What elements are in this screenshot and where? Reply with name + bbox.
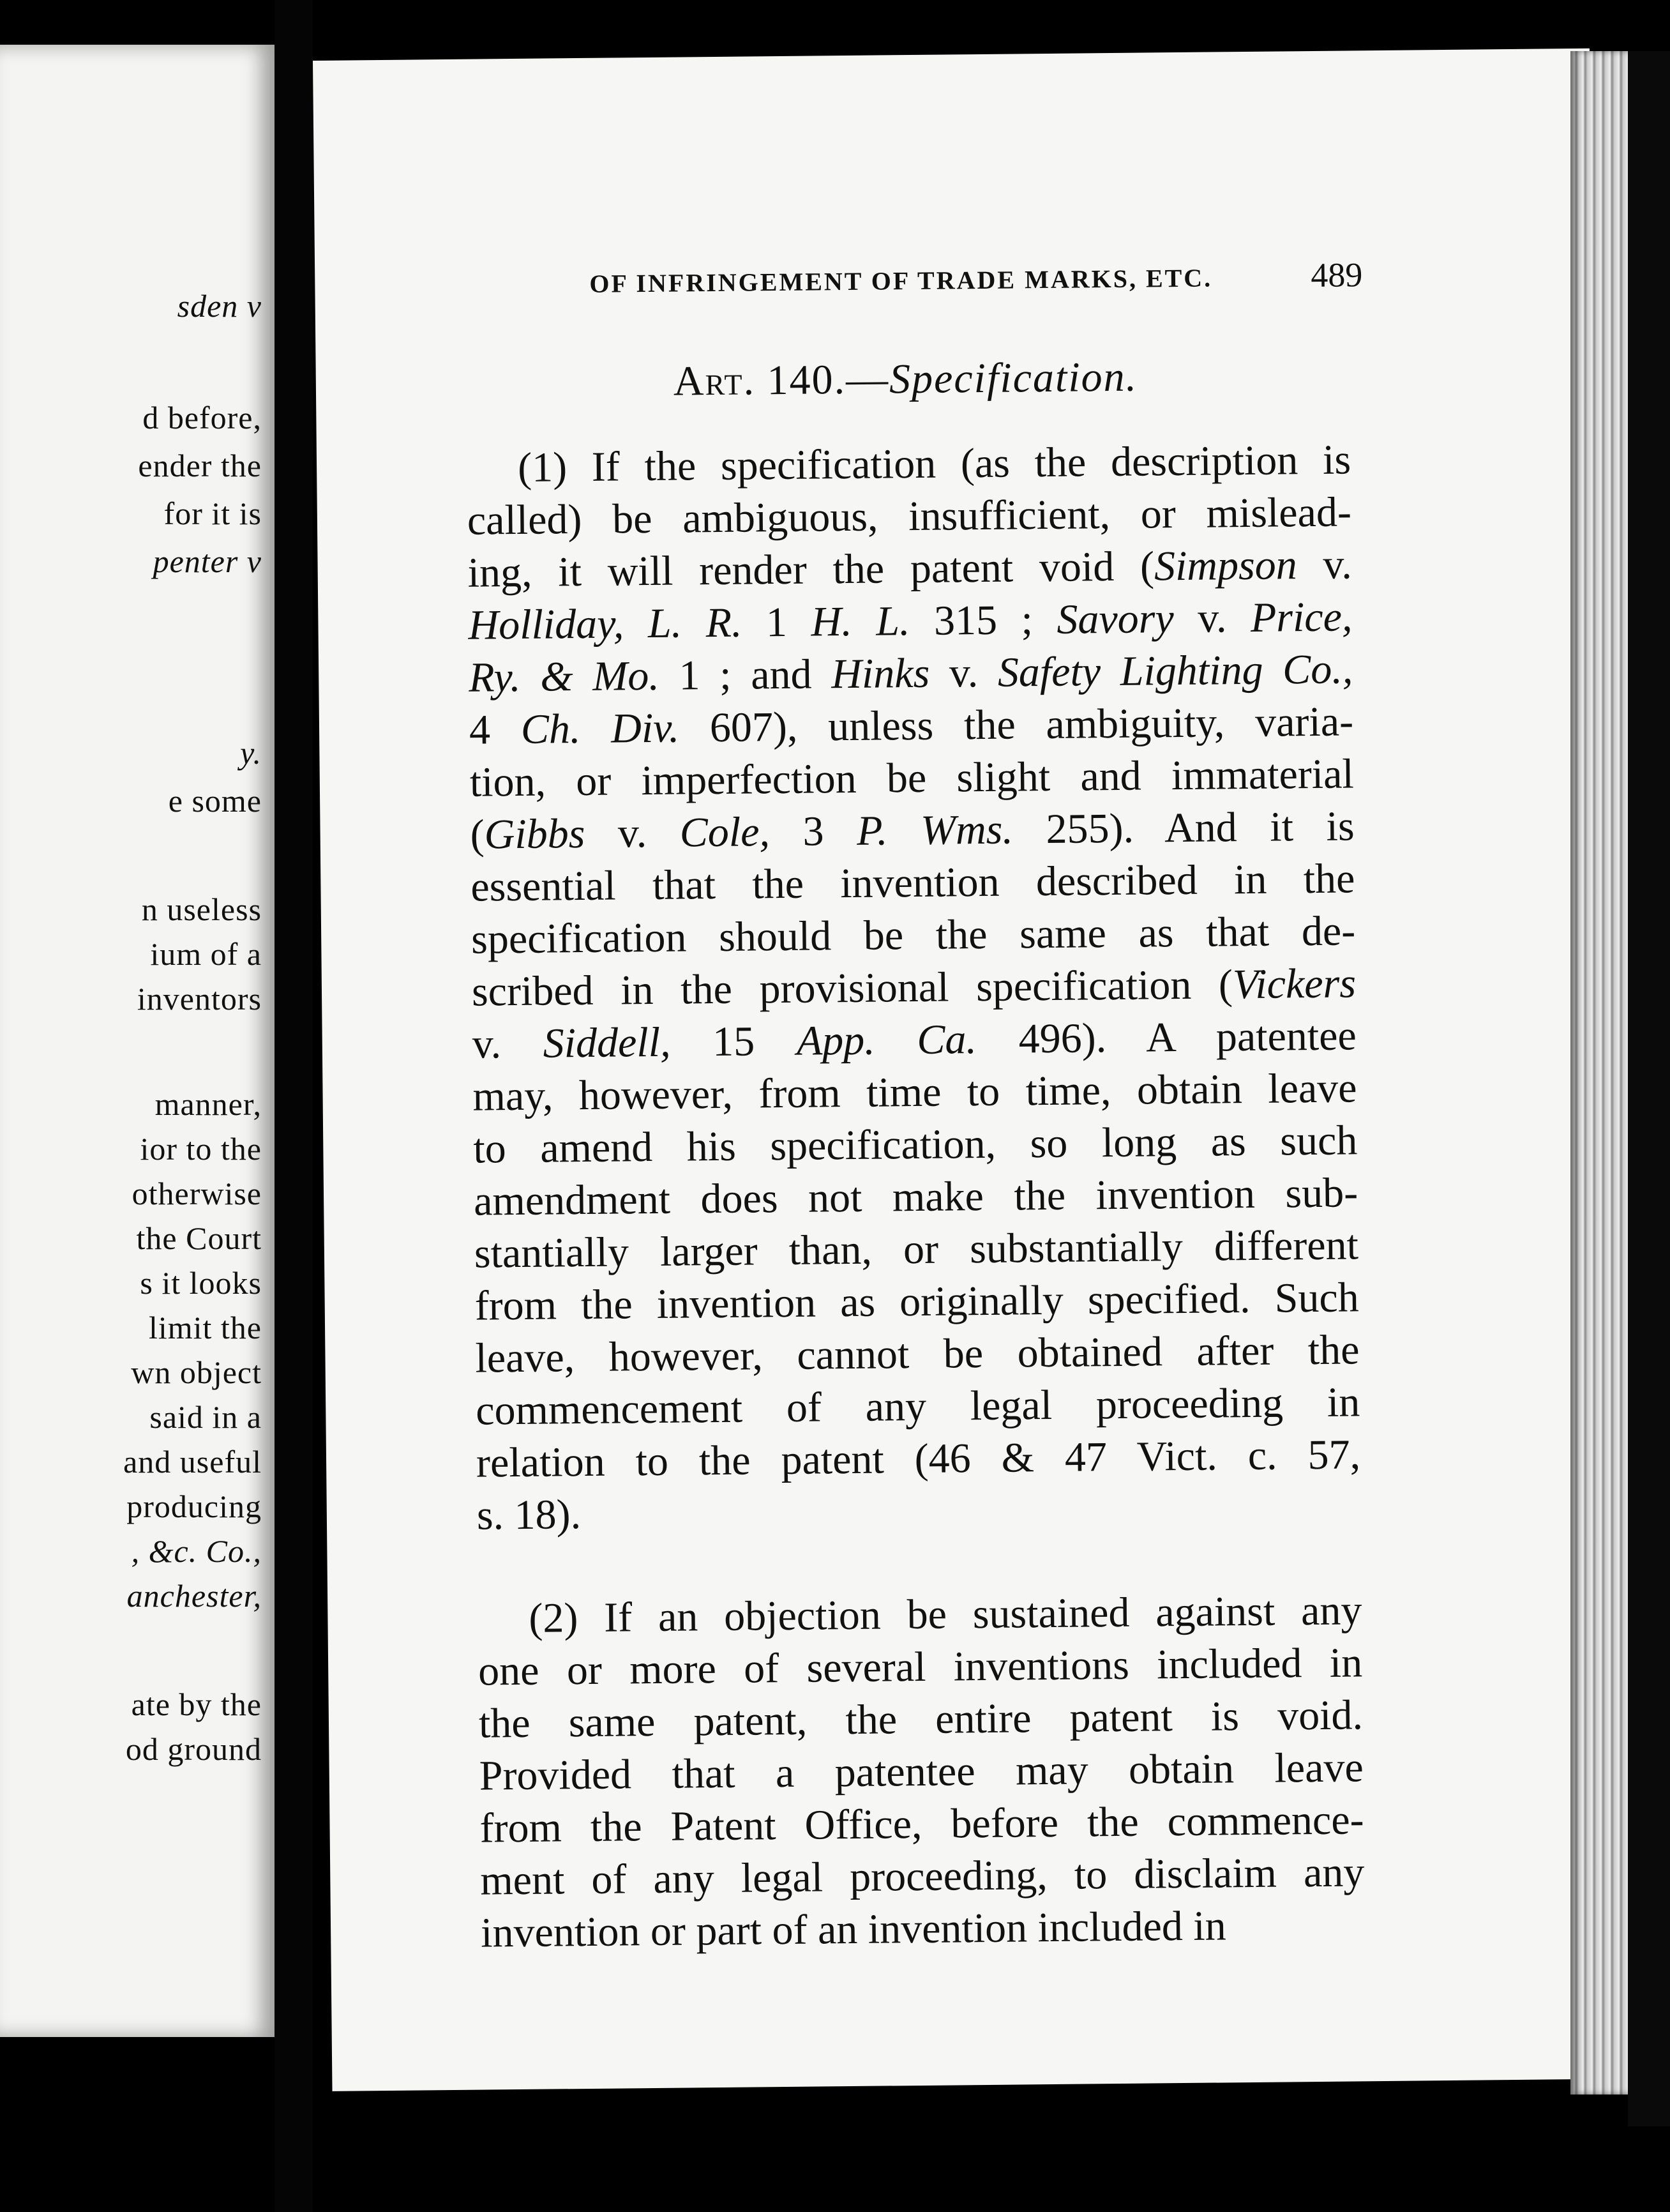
paragraph-1-line: v. Siddell, 15 App. Ca. 496). A patentee	[472, 1012, 1357, 1068]
paragraph-2-line: ment of any legal proceeding, to disclaim any	[480, 1849, 1365, 1904]
paragraph-2-line: invention or part of an invention included in	[480, 1902, 1227, 1957]
paragraph-1-line: amendment does not make the invention sub-	[473, 1169, 1358, 1225]
left-page-line: d before,	[142, 400, 262, 436]
article-dash: —	[845, 356, 890, 404]
paragraph-1-line: specification should be the same as that de-	[470, 907, 1356, 963]
left-page-line: otherwise	[132, 1176, 262, 1211]
paragraph-1-line: stantially larger than, or substantially different	[474, 1222, 1359, 1277]
paragraph-1-line: called) be ambiguous, insufficient, or mislead-	[467, 489, 1352, 544]
left-page-line: and useful	[123, 1444, 262, 1480]
left-page-line: manner,	[154, 1086, 262, 1122]
paragraph-1-line: 4 Ch. Div. 607), unless the ambiguity, varia-	[469, 698, 1354, 754]
paragraph-1-line: ing, it will render the patent void (Simpson v.	[467, 541, 1352, 596]
page-number: 489	[1311, 255, 1363, 295]
left-page-line: the Court	[136, 1220, 262, 1256]
paragraph-1-line: from the invention as originally specified. Such	[474, 1274, 1360, 1329]
left-page-line: anchester,	[126, 1578, 262, 1614]
left-page-line: ate by the	[131, 1686, 262, 1722]
paragraph-1-line: essential that the invention described in the	[470, 855, 1355, 911]
article-title: Specification.	[889, 353, 1138, 403]
paragraph-1-line: Holliday, L. R. 1 H. L. 315 ; Savory v. Price,	[468, 593, 1353, 649]
right-page	[313, 49, 1609, 2091]
left-page-line: penter v	[153, 543, 262, 579]
paragraph-1-line: (1) If the specification (as the description is	[517, 436, 1351, 491]
paragraph-1-line: (Gibbs v. Cole, 3 P. Wms. 255). And it is	[470, 803, 1355, 858]
left-page-line: ender the	[138, 448, 262, 483]
paragraph-2-line: from the Patent Office, before the commence-	[479, 1796, 1364, 1852]
paragraph-1-line: to amend his specification, so long as such	[473, 1117, 1358, 1172]
paragraph-2-line: one or more of several inventions included in	[478, 1639, 1363, 1695]
article-heading	[673, 350, 1440, 406]
running-head: OF INFRINGEMENT OF TRADE MARKS, ETC.	[589, 263, 1213, 298]
book-gutter	[275, 0, 313, 2212]
paragraph-1-line: scribed in the provisional specification (Vickers	[471, 960, 1357, 1015]
paragraph-2-line: (2) If an objection be sustained against any	[529, 1587, 1362, 1642]
left-page-line: , &c. Co.,	[131, 1533, 262, 1569]
left-page-line: od ground	[125, 1731, 262, 1767]
left-page-line: n useless	[141, 891, 262, 927]
paragraph-2-line: Provided that a patentee may obtain leave	[479, 1744, 1364, 1799]
page-edges	[1570, 51, 1628, 2095]
left-page-line: limit the	[148, 1310, 262, 1345]
article-number: Art. 140.	[673, 356, 846, 405]
paragraph-1-line: s. 18).	[476, 1491, 582, 1539]
left-page-line: said in a	[149, 1399, 262, 1435]
paragraph-1-line: relation to the patent (46 & 47 Vict. c. 57,	[476, 1431, 1361, 1487]
left-page-line: inventors	[137, 981, 262, 1017]
left-page-line: ium of a	[150, 936, 262, 972]
left-page-line: sden v	[177, 288, 262, 324]
paragraph-1-line: may, however, from time to time, obtain leave	[472, 1064, 1357, 1120]
paragraph-1-line: tion, or imperfection be slight and immaterial	[469, 750, 1355, 806]
left-page-line: y.	[240, 735, 262, 771]
paragraph-1-line: leave, however, cannot be obtained after the	[475, 1326, 1360, 1382]
book-cover-edge	[1628, 51, 1670, 2126]
left-page-line: e some	[168, 783, 262, 819]
left-page	[0, 45, 275, 2037]
paragraph-1-line: commencement of any legal proceeding in	[475, 1379, 1360, 1434]
paragraph-2-line: the same patent, the entire patent is void.	[478, 1692, 1364, 1747]
left-page-line: s it looks	[140, 1265, 262, 1301]
left-page-line: wn object	[131, 1354, 262, 1390]
left-page-line: ior to the	[140, 1131, 262, 1167]
paragraph-1-line: Ry. & Mo. 1 ; and Hinks v. Safety Lighting Co.,	[468, 646, 1353, 701]
left-page-line: for it is	[163, 496, 262, 531]
left-page-line: producing	[126, 1489, 262, 1524]
